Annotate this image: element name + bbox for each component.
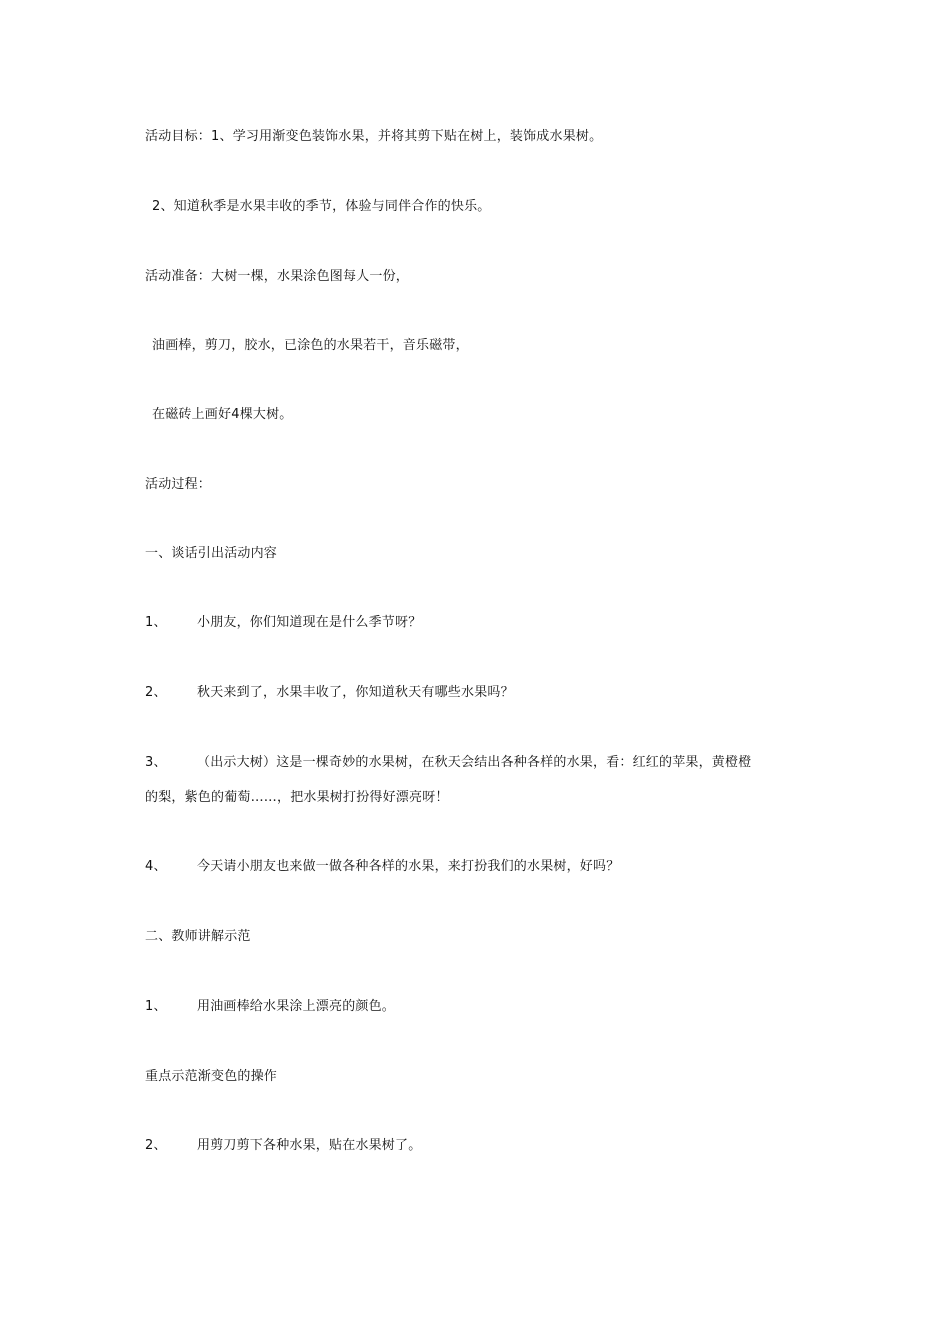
prep-3-number: 4 xyxy=(231,407,240,422)
list-item-number: 1、 xyxy=(145,999,167,1014)
section-2-title: 二、教师讲解示范 xyxy=(145,929,251,944)
prep-line-1: 活动准备：大树一棵，水果涂色图每人一份， xyxy=(145,269,410,284)
section-1-title: 一、谈话引出活动内容 xyxy=(145,546,278,561)
goal-1-text: 、学习用渐变色装饰水果，并将其剪下贴在树上，装饰成水果树。 xyxy=(219,129,603,144)
prep-3-text-a: 在磁砖上画好 xyxy=(152,407,232,422)
list-item-continuation: 的梨，紫色的葡萄……，把水果树打扮得好漂亮呀！ xyxy=(145,790,449,805)
list-item xyxy=(145,857,619,877)
prep-3-text-b: 棵大树。 xyxy=(239,407,293,422)
list-item-text: 秋天来到了，水果丰收了，你知道秋天有哪些水果吗？ xyxy=(197,685,514,700)
goal-2-text: 、知道秋季是水果丰收的季节，体验与同伴合作的快乐。 xyxy=(160,199,491,214)
list-item xyxy=(145,613,421,633)
list-item-text: 今天请小朋友也来做一做各种各样的水果，来打扮我们的水果树，好吗？ xyxy=(197,859,620,874)
goal-line-2 xyxy=(152,197,491,217)
list-item xyxy=(145,683,514,703)
list-item xyxy=(145,753,751,773)
list-item-text: （出示大树）这是一棵奇妙的水果树，在秋天会结出各种各样的水果，看：红红的苹果，黄橙橙 xyxy=(197,755,752,770)
goal-label: 活动目标： xyxy=(145,129,212,144)
section-2-note: 重点示范渐变色的操作 xyxy=(145,1069,278,1084)
goal-line-1 xyxy=(145,127,602,147)
list-item-text: 用剪刀剪下各种水果，贴在水果树了。 xyxy=(197,1138,422,1153)
list-item-number: 2、 xyxy=(145,1138,167,1153)
list-item-number: 2、 xyxy=(145,685,167,700)
list-item xyxy=(145,1136,421,1156)
list-item-number: 3、 xyxy=(145,755,167,770)
list-item-text: 用油画棒给水果涂上漂亮的颜色。 xyxy=(197,999,396,1014)
list-item-number: 4、 xyxy=(145,859,167,874)
list-item-text: 小朋友，你们知道现在是什么季节呀？ xyxy=(197,615,422,630)
goal-2-number: 2 xyxy=(152,199,161,214)
prep-line-2: 油画棒，剪刀，胶水，已涂色的水果若干，音乐磁带， xyxy=(152,338,469,353)
list-item xyxy=(145,997,395,1017)
process-label: 活动过程： xyxy=(145,477,212,492)
list-item-number: 1、 xyxy=(145,615,167,630)
prep-line-3 xyxy=(152,405,293,425)
goal-1-number: 1 xyxy=(211,129,220,144)
